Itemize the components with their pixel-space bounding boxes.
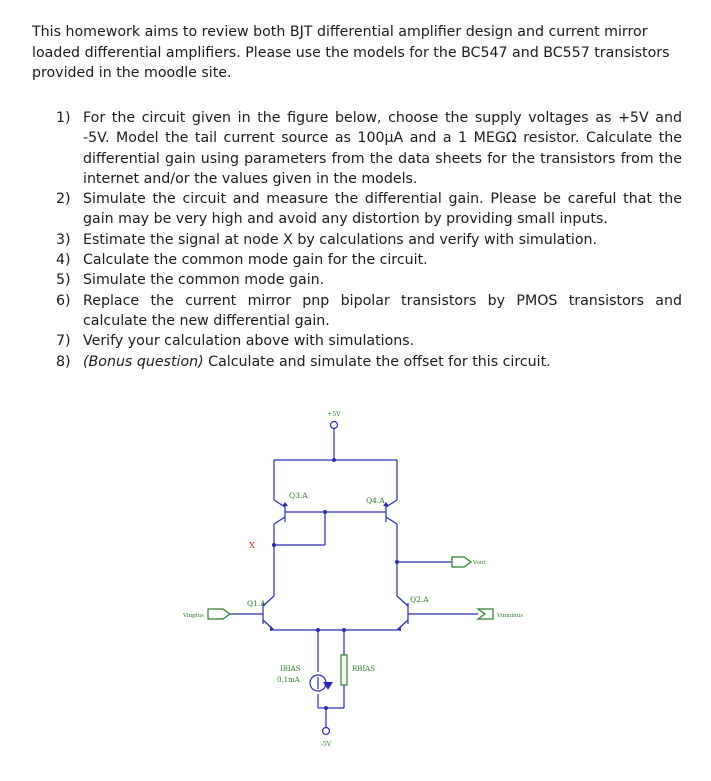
ibias-label: IBIAS [280,665,301,673]
node-dot [324,706,328,710]
task-number: 1) [56,110,71,126]
task-text: Calculate and simulate the offset for this circuit. [203,353,551,370]
vpos-label: +5V [327,411,341,418]
task-list [56,108,682,372]
vneg-label: -5V [320,741,332,748]
task-item [56,250,682,270]
task-number: 6) [56,292,71,309]
q4-label: Q4.A [366,496,385,505]
task-item [56,108,682,189]
vinminus-label: Vinminus [497,613,524,619]
vout-label: Vout [473,560,486,566]
task-number: 4) [56,252,71,269]
task-item [56,331,682,351]
task-text: Estimate the signal at node X by calculations and verify with simulation. [83,231,598,248]
node-x-dot [272,543,276,547]
node-dot [316,628,320,632]
task-item [56,230,682,250]
task-item [56,352,682,372]
node-dot [323,510,327,514]
task-text: For the circuit given in the figure below, choose the supply voltages as +5V and -5V. Model the tail current source as 100μA and a 1 MEGΩ resistor. Calculate the differential gain using parameters from the data sheets for the transistors from the internet and/or the values given in the models. [83,110,682,187]
task-number: 3) [56,231,71,248]
task-item [56,291,682,332]
ibias-value: 0.1mA [277,676,300,684]
rbias-label: RBIAS [352,665,376,673]
task-item [56,189,682,230]
q3-label: Q3.A [289,491,308,500]
node-dot [342,628,346,632]
task-text: Simulate the circuit and measure the differential gain. Please be careful that the gain may be very high and avoid any distortion by providing small inputs. [83,191,682,228]
task-number: 5) [56,272,71,289]
q2-label: Q2.A [410,595,429,604]
task-text: Simulate the common mode gain. [83,272,325,289]
task-number: 2) [56,191,71,208]
node-x-label: X [249,541,256,551]
task-text: Calculate the common mode gain for the circuit. [83,252,428,269]
node-dot [395,560,399,564]
node-dot [332,458,336,462]
vinplus-label: Vinplus [183,613,204,619]
task-item [56,270,682,290]
task-text: Replace the current mirror pnp bipolar transistors by PMOS transistors and calculate the new differential gain. [83,292,682,329]
task-number: 7) [56,333,71,350]
intro-paragraph: This homework aims to review both BJT differential amplifier design and current mirror loaded differential amplifiers. Please use the models for the BC547 and BC557 transistors provided in the moodle site. [32,24,670,81]
task-number: 8) [56,353,71,370]
q1-label: Q1.A [247,599,266,608]
task-text: Verify your calculation above with simulations. [83,333,415,350]
circuit-schematic [170,405,540,755]
task-prefix: (Bonus question) [83,353,204,370]
